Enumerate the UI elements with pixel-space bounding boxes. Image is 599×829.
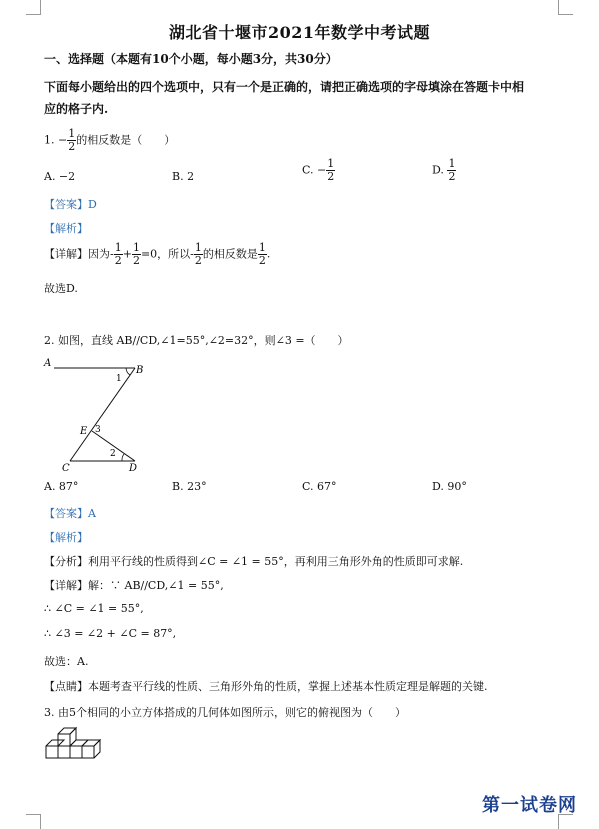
q3-stem: 3. 由5个相同的小立方体搭成的几何体如图所示，则它的俯视图为（ ） bbox=[44, 706, 406, 719]
instruction-line-1: 下面每小题给出的四个选项中，只有一个是正确的，请把正确选项的字母填涂在答题卡中相 bbox=[44, 80, 525, 94]
q1-option-c: C. − $\frac{1}{2}$ bbox=[302, 157, 335, 183]
q2-option-b: B. 23° bbox=[172, 480, 207, 493]
q2-answer: 【答案】A bbox=[44, 507, 96, 520]
q2-stem: 2. 如图，直线 AB//CD,∠1=55°,∠2=32°，则∠3 =（ ） bbox=[44, 334, 349, 347]
q2-step-2: ∴ ∠3 = ∠2 + ∠C = 87°, bbox=[44, 627, 177, 640]
crop-mark-bottom-left bbox=[26, 814, 41, 829]
q2-detail: 【详解】解：∵ AB//CD,∠1 = 55°, bbox=[44, 579, 224, 592]
label-a: A bbox=[44, 358, 52, 369]
label-d: D bbox=[129, 463, 138, 474]
q2-option-c: C. 67° bbox=[302, 480, 337, 493]
instruction-line-2: 应的格子内. bbox=[44, 102, 109, 116]
crop-mark-top-left bbox=[26, 0, 41, 15]
line-bc bbox=[70, 368, 135, 461]
q2-figure bbox=[40, 356, 150, 476]
label-e: E bbox=[80, 426, 88, 437]
q1-number: 1. bbox=[44, 133, 55, 147]
q2-comment: 【点睛】本题考查平行线的性质、三角形外角的性质，掌握上述基本性质定理是解题的关键. bbox=[44, 680, 488, 693]
q2-fenxi: 【分析】利用平行线的性质得到∠C = ∠1 = 55°，再利用三角形外角的性质即可求解. bbox=[44, 555, 464, 568]
q1-minus: − bbox=[58, 133, 68, 147]
label-b: B bbox=[136, 365, 144, 376]
q1-stem-tail: 的相反数是（ ） bbox=[76, 133, 176, 147]
label-angle-1: 1 bbox=[116, 374, 122, 384]
q1-option-d: D. $\frac{1}{2}$ bbox=[432, 157, 456, 183]
q1-option-a: A. −2 bbox=[44, 170, 76, 183]
label-c: C bbox=[62, 463, 70, 474]
q2-option-d: D. 90° bbox=[432, 480, 467, 493]
q1-analysis-label: 【解析】 bbox=[44, 222, 88, 235]
q3-cubes-figure bbox=[44, 726, 106, 768]
q1-stem bbox=[44, 128, 175, 153]
q1-fraction: $\frac{1}{2}$ bbox=[68, 127, 76, 153]
q1-answer: 【答案】D bbox=[44, 198, 97, 211]
q1-detail: 【详解】因为- $\frac{1}{2}$ + $\frac{1}{2}$ =0，所以- $\frac{1}{2}$ 的相反数是 $\frac{1}{2}$ . bbox=[44, 241, 271, 267]
page-title: 湖北省十堰市2021年数学中考试题 bbox=[168, 23, 431, 42]
label-angle-2: 2 bbox=[110, 449, 116, 459]
section-heading: 一、选择题（本题有10个小题，每小题3分，共30分） bbox=[44, 52, 338, 66]
q1-choose: 故选D. bbox=[44, 282, 78, 295]
q1-option-b: B. 2 bbox=[172, 170, 195, 183]
q2-step-1: ∴ ∠C = ∠1 = 55°, bbox=[44, 602, 144, 615]
crop-mark-top-right bbox=[558, 0, 573, 15]
label-angle-3: 3 bbox=[95, 425, 101, 435]
footer-logo: 第一试卷网 bbox=[482, 795, 577, 816]
q2-option-a: A. 87° bbox=[44, 480, 79, 493]
q2-analysis-label: 【解析】 bbox=[44, 531, 88, 544]
q2-choose: 故选：A. bbox=[44, 655, 89, 668]
